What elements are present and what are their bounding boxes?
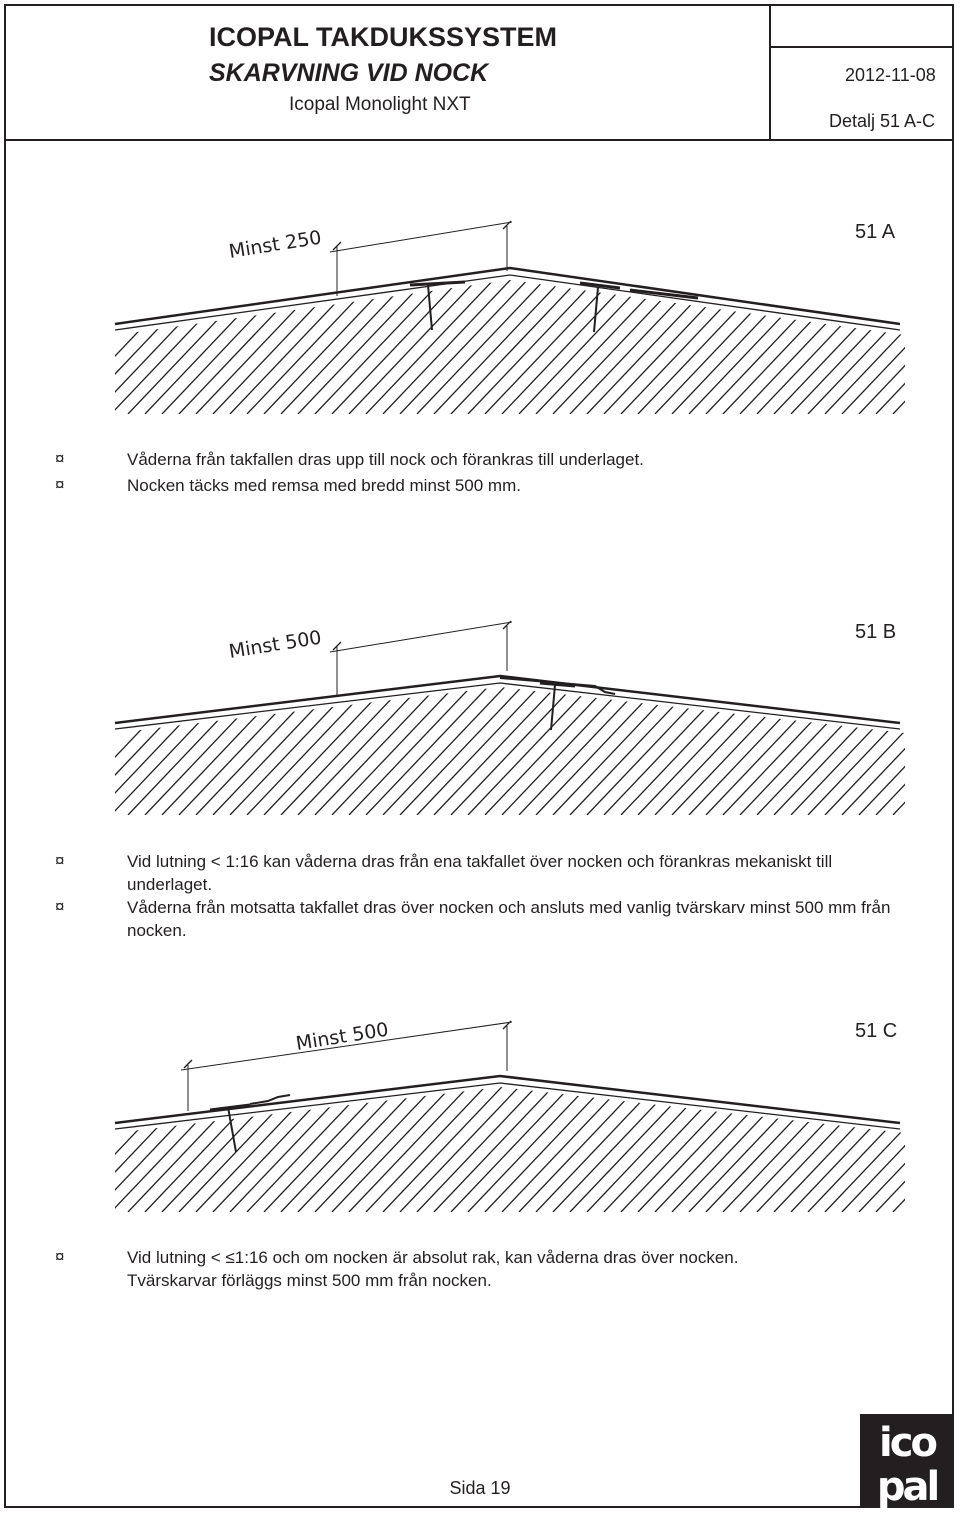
document-title: ICOPAL TAKDUKSSYSTEM [209, 22, 558, 52]
figure-label: 51 A [855, 221, 896, 243]
dimension-label: Minst 500 [227, 626, 324, 663]
dimension-label: Minst 250 [227, 226, 324, 263]
detail-drawing-51a [0, 0, 960, 420]
bullet-icon: ¤ [55, 449, 65, 468]
figure-label: 51 C [855, 1020, 898, 1042]
note-text: Våderna från motsatta takfallet dras över nocken och ansluts med vanlig tvärskarv minst 500 mm från nocken. [127, 898, 891, 940]
figure-label: 51 B [855, 621, 897, 643]
note-text: Nocken täcks med remsa med bredd minst 500 mm. [127, 476, 521, 495]
detail-drawing-51c [0, 1000, 960, 1240]
note-text: Vid lutning < 1:16 kan våderna dras från ena takfallet över nocken och förankras mekaniskt till underlaget. [127, 852, 833, 894]
page-number: Sida 19 [449, 1478, 511, 1498]
bullet-icon: ¤ [55, 475, 65, 494]
bullet-icon: ¤ [55, 1247, 65, 1266]
svg-text:pal: pal [876, 1464, 938, 1508]
note-text: Våderna från takfallen dras upp till nock och förankras till underlaget. [127, 450, 644, 469]
note-text: Vid lutning < ≤1:16 och om nocken är absolut rak, kan våderna dras över nocken. Tvärskarvar förläggs minst 500 mm från nocken. [127, 1248, 739, 1290]
bullet-icon: ¤ [55, 897, 65, 916]
bullet-icon: ¤ [55, 851, 65, 870]
svg-text:ico: ico [879, 1420, 935, 1466]
document-subtitle: SKARVNING VID NOCK [209, 59, 489, 87]
detail-drawing-51b [0, 600, 960, 850]
icopal-logo [860, 1414, 954, 1508]
dimension-label: Minst 500 [294, 1018, 391, 1055]
detail-reference: Detalj 51 A-C [829, 111, 936, 131]
product-name: Icopal Monolight NXT [289, 94, 471, 115]
document-date: 2012-11-08 [845, 65, 936, 85]
